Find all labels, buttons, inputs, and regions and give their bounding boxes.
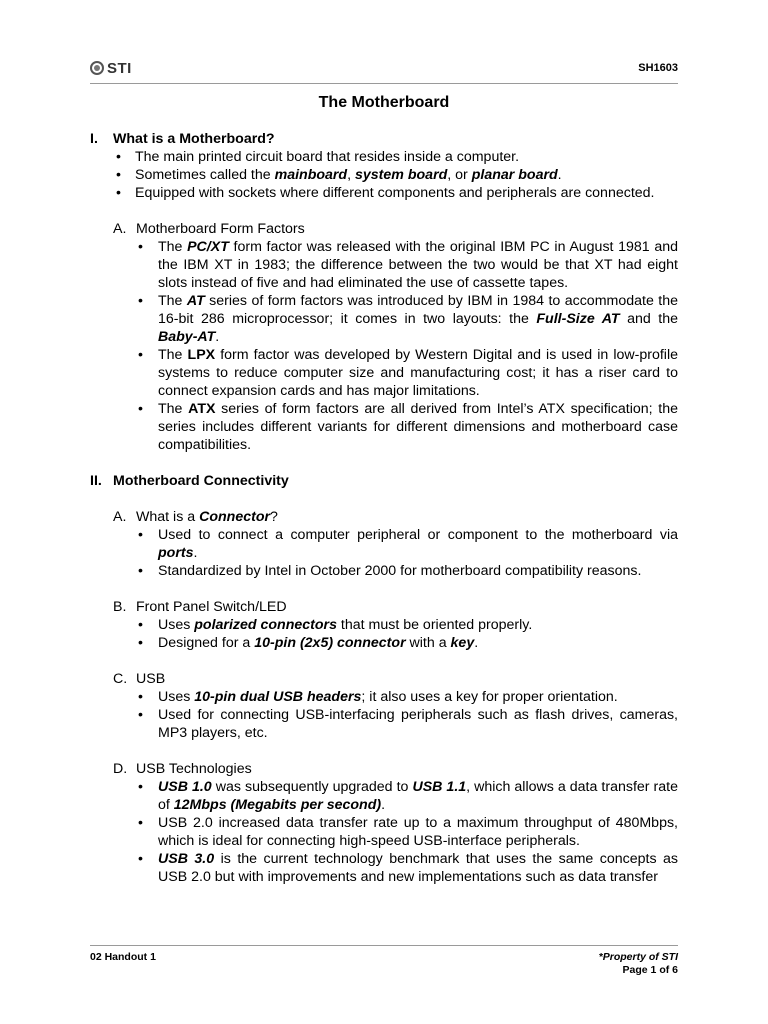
list-item: • Equipped with sockets where different components and peripherals are connected. [90, 184, 678, 202]
header-divider [90, 83, 678, 84]
bullet-list [90, 616, 678, 652]
list-item: • Sometimes called the mainboard, system board, or planar board. [90, 166, 678, 184]
list-item: • USB 2.0 increased data transfer rate up to a maximum throughput of 480Mbps, which is ideal for connecting high-speed USB-interface peripherals. [90, 814, 678, 850]
list-item: • The main printed circuit board that resides inside a computer. [90, 148, 678, 166]
list-item: • The PC/XT form factor was released with the original IBM PC in August 1981 and the IBM XT in 1983; the difference between the two would be that XT had eight slots instead of five and had eliminated the use of cassette tapes. [90, 238, 678, 292]
subsection-heading: D. USB Technologies [113, 761, 252, 777]
page-title: The Motherboard [318, 94, 450, 111]
bullet-list [90, 148, 678, 202]
sti-logo-icon [90, 61, 104, 75]
subsection-heading: C. USB [113, 671, 166, 687]
list-item: • USB 1.0 was subsequently upgraded to USB 1.1, which allows a data transfer rate of 12Mbps (Megabits per second). [90, 778, 678, 814]
section-number: I. [90, 131, 98, 147]
document-body [90, 130, 678, 886]
list-item: • The LPX form factor was developed by Western Digital and is used in low-profile systems to reduce computer size and manufacturing cost; it has a riser card to connect expansion cards and has major limitations. [90, 346, 678, 400]
subsection-heading: A. Motherboard Form Factors [113, 221, 305, 237]
list-item: • The AT series of form factors was introduced by IBM in 1984 to accommodate the 16-bit 286 microprocessor; it comes in two layouts: the Full-Size AT and the Baby-AT. [90, 292, 678, 346]
handout-label: 02 Handout 1 [90, 951, 156, 963]
list-item: • Uses 10-pin dual USB headers; it also uses a key for proper orientation. [90, 688, 678, 706]
list-item: • Used to connect a computer peripheral or component to the motherboard via ports. [90, 526, 678, 562]
subsection-heading: A. What is a Connector? [113, 509, 278, 525]
page-number: Page 1 of 6 [622, 964, 678, 976]
section-title: What is a Motherboard? [113, 131, 275, 147]
list-item: • The ATX series of form factors are all derived from Intel’s ATX specification; the series includes different variants for different dimensions and motherboard case compatibilities. [90, 400, 678, 454]
property-notice: *Property of STI [598, 951, 678, 963]
section-heading [90, 130, 678, 148]
list-item: • USB 3.0 is the current technology benchmark that uses the same concepts as USB 2.0 but with improvements and new implementations such as data transfer [90, 850, 678, 886]
logo-text: STI [107, 59, 132, 77]
sti-logo [90, 56, 132, 80]
list-item: • Standardized by Intel in October 2000 for motherboard compatibility reasons. [90, 562, 678, 580]
subsection-heading: B. Front Panel Switch/LED [113, 599, 287, 615]
page-header [90, 56, 678, 84]
bullet-list [90, 778, 678, 886]
list-item: • Designed for a 10-pin (2x5) connector with a key. [90, 634, 678, 652]
bullet-list [90, 688, 678, 742]
bullet-list [90, 526, 678, 580]
document-code: SH1603 [638, 62, 678, 74]
section-number: II. [90, 473, 102, 489]
page-footer-right [599, 951, 678, 977]
section-heading [90, 472, 678, 490]
footer-divider [90, 945, 678, 946]
list-item: • Uses polarized connectors that must be oriented properly. [90, 616, 678, 634]
list-item: • Used for connecting USB-interfacing peripherals such as flash drives, cameras, MP3 players, etc. [90, 706, 678, 742]
bullet-list [90, 238, 678, 454]
section-title: Motherboard Connectivity [113, 473, 289, 489]
